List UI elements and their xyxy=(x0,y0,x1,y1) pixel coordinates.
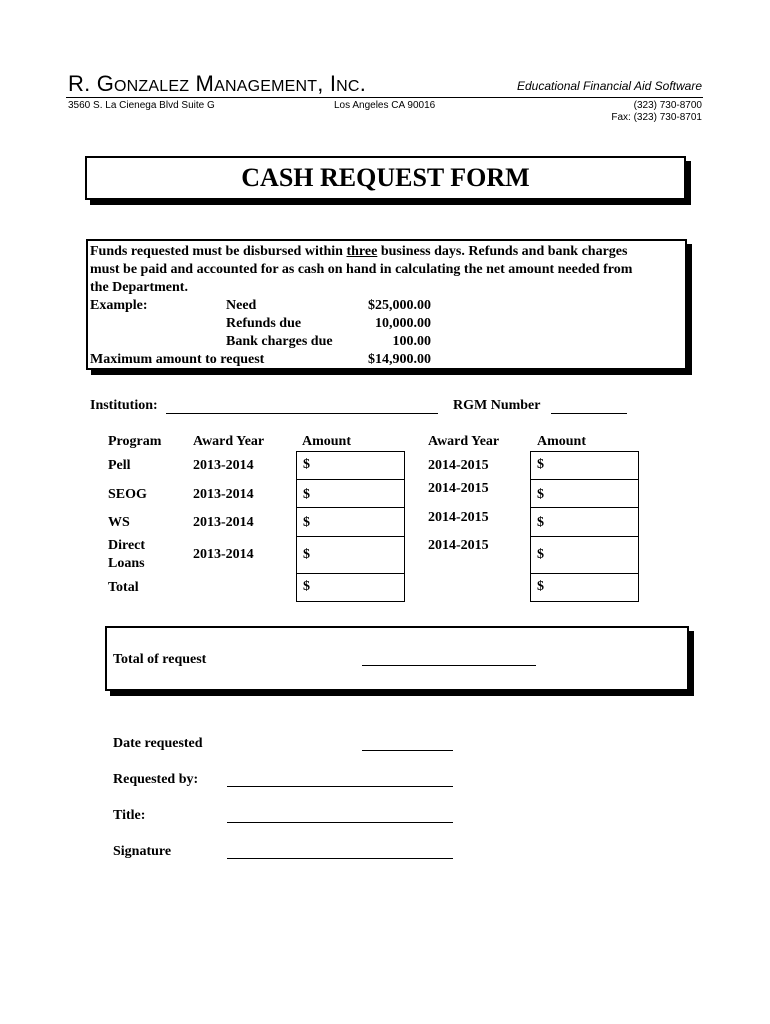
header-amount-2: Amount xyxy=(537,434,587,449)
company-tagline: Educational Financial Aid Software xyxy=(517,79,702,93)
ws-amount-1-field[interactable]: $ xyxy=(296,507,405,537)
header-award-year-1: Award Year xyxy=(193,434,265,449)
title-label: Title: xyxy=(113,808,146,823)
institution-label: Institution: xyxy=(90,398,158,413)
example-refunds-value: 10,000.00 xyxy=(375,316,431,331)
total-label: Total xyxy=(108,580,139,595)
total-amount-1-field[interactable]: $ xyxy=(296,573,405,602)
company-address: 3560 S. La Cienega Blvd Suite G xyxy=(68,100,215,111)
form-title: CASH REQUEST FORM xyxy=(241,163,530,192)
header-program: Program xyxy=(108,434,162,449)
example-need-label: Need xyxy=(226,298,257,313)
company-phone: (323) 730-8700 xyxy=(633,100,702,111)
program-direct: Direct xyxy=(108,538,146,553)
total-request-field[interactable] xyxy=(362,665,536,666)
program-pell: Pell xyxy=(108,458,131,473)
total-amount-2-field[interactable]: $ xyxy=(530,573,639,602)
signature-label: Signature xyxy=(113,844,172,859)
example-label: Example: xyxy=(90,298,148,313)
direct-loans-year-2: 2014-2015 xyxy=(428,538,489,553)
institution-field[interactable] xyxy=(166,413,438,414)
instructions-line-2: must be paid and accounted for as cash on hand in calculating the net amount needed from xyxy=(90,262,633,277)
pell-year-1: 2013-2014 xyxy=(193,458,254,473)
seog-amount-2-field[interactable]: $ xyxy=(530,479,639,508)
ws-amount-2-field[interactable]: $ xyxy=(530,507,639,537)
date-requested-label: Date requested xyxy=(113,736,203,751)
direct-loans-amount-1-field[interactable]: $ xyxy=(296,536,405,574)
seog-amount-1-field[interactable]: $ xyxy=(296,479,405,508)
seog-year-2: 2014-2015 xyxy=(428,481,489,496)
seog-year-1: 2013-2014 xyxy=(193,487,254,502)
ws-year-1: 2013-2014 xyxy=(193,515,254,530)
ws-year-2: 2014-2015 xyxy=(428,510,489,525)
pell-amount-2-field[interactable]: $ xyxy=(530,451,639,480)
header-award-year-2: Award Year xyxy=(428,434,500,449)
direct-loans-year-1: 2013-2014 xyxy=(193,547,254,562)
signature-field[interactable] xyxy=(227,858,453,859)
title-field[interactable] xyxy=(227,822,453,823)
requested-by-field[interactable] xyxy=(227,786,453,787)
example-bank-value: 100.00 xyxy=(392,334,431,349)
max-request-value: $14,900.00 xyxy=(368,352,431,367)
pell-amount-1-field[interactable]: $ xyxy=(296,451,405,480)
requested-by-label: Requested by: xyxy=(113,772,199,787)
rgm-number-field[interactable] xyxy=(551,413,627,414)
company-contact xyxy=(611,100,702,124)
program-seog: SEOG xyxy=(108,487,147,502)
example-bank-label: Bank charges due xyxy=(226,334,333,349)
instructions-line-1: Funds requested must be disbursed within three business days. Refunds and bank charges xyxy=(90,244,628,259)
program-loans: Loans xyxy=(108,556,145,571)
rgm-number-label: RGM Number xyxy=(453,398,541,413)
example-refunds-label: Refunds due xyxy=(226,316,302,331)
total-request-label: Total of request xyxy=(113,652,207,667)
company-city: Los Angeles CA 90016 xyxy=(334,100,436,111)
example-need-value: $25,000.00 xyxy=(368,298,431,313)
instructions-line-3: the Department. xyxy=(90,280,188,295)
header-rule xyxy=(66,97,703,98)
company-fax: Fax: (323) 730-8701 xyxy=(611,112,702,123)
date-requested-field[interactable] xyxy=(362,750,453,751)
header-amount-1: Amount xyxy=(302,434,352,449)
max-request-label: Maximum amount to request xyxy=(90,352,265,367)
direct-loans-amount-2-field[interactable]: $ xyxy=(530,536,639,574)
form-title-box xyxy=(85,156,686,200)
program-ws: WS xyxy=(108,515,130,530)
company-name: R. GONZALEZ MANAGEMENT, INC. xyxy=(68,71,366,96)
pell-year-2: 2014-2015 xyxy=(428,458,489,473)
